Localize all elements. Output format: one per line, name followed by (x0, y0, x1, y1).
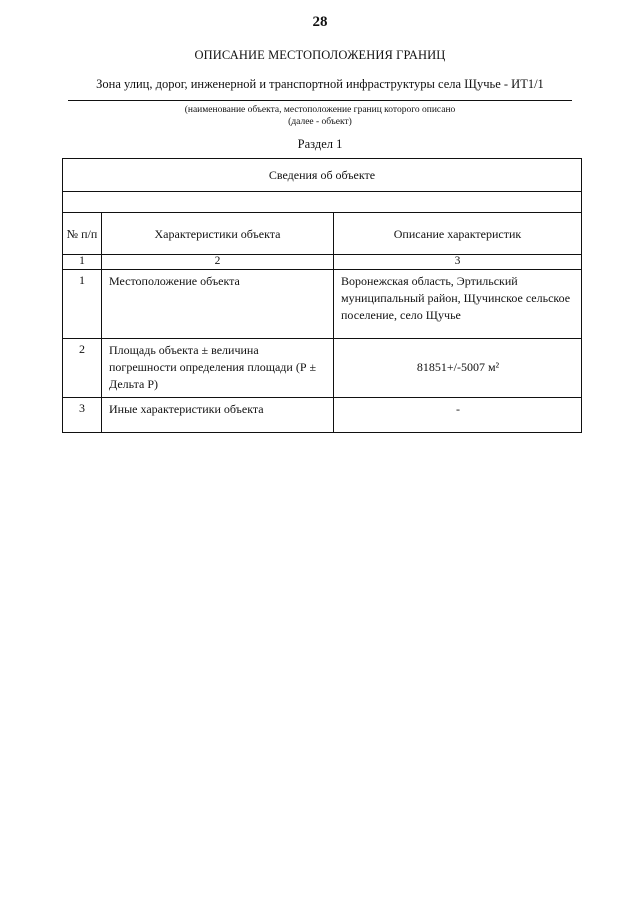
column-number-2: 2 (102, 255, 334, 270)
table-caption-row (63, 159, 582, 192)
row-characteristic: Иные характеристики объекта (102, 398, 334, 433)
column-number-1: 1 (63, 255, 102, 270)
table-blank-cell (63, 192, 582, 213)
object-name: Зона улиц, дорог, инженерной и транспортной инфраструктуры села Щучье - ИТ1/1 (96, 77, 544, 91)
table-blank-row (63, 192, 582, 213)
object-note (0, 104, 640, 128)
row-description: - (334, 398, 582, 433)
row-description: Воронежская область, Эртильский муниципальный район, Щучинское сельское поселение, село Щучье (334, 270, 582, 339)
table-row (63, 398, 582, 433)
row-characteristic: Местоположение объекта (102, 270, 334, 339)
section-title: Раздел 1 (297, 137, 343, 151)
table-column-numbers-row (63, 255, 582, 270)
row-number: 3 (63, 398, 102, 433)
row-description: 81851+/-5007 м² (334, 339, 582, 398)
document-title: ОПИСАНИЕ МЕСТОПОЛОЖЕНИЯ ГРАНИЦ (194, 48, 446, 62)
header-num: № п/п (63, 213, 102, 255)
page-number: 28 (312, 14, 328, 30)
object-name-underline (68, 100, 572, 101)
row-characteristic: Площадь объекта ± величина погрешности определения площади (Р ± Дельта Р) (102, 339, 334, 398)
table-caption: Сведения об объекте (63, 159, 582, 192)
row-number: 2 (63, 339, 102, 398)
table-row (63, 270, 582, 339)
header-description: Описание характеристик (334, 213, 582, 255)
column-number-3: 3 (334, 255, 582, 270)
object-note-line2: (далее - объект) (288, 117, 352, 127)
object-info-table (62, 158, 582, 433)
row-number: 1 (63, 270, 102, 339)
table-header-row (63, 213, 582, 255)
table-row (63, 339, 582, 398)
object-note-line1: (наименование объекта, местоположение границ которого описано (184, 105, 456, 115)
header-characteristics: Характеристики объекта (102, 213, 334, 255)
